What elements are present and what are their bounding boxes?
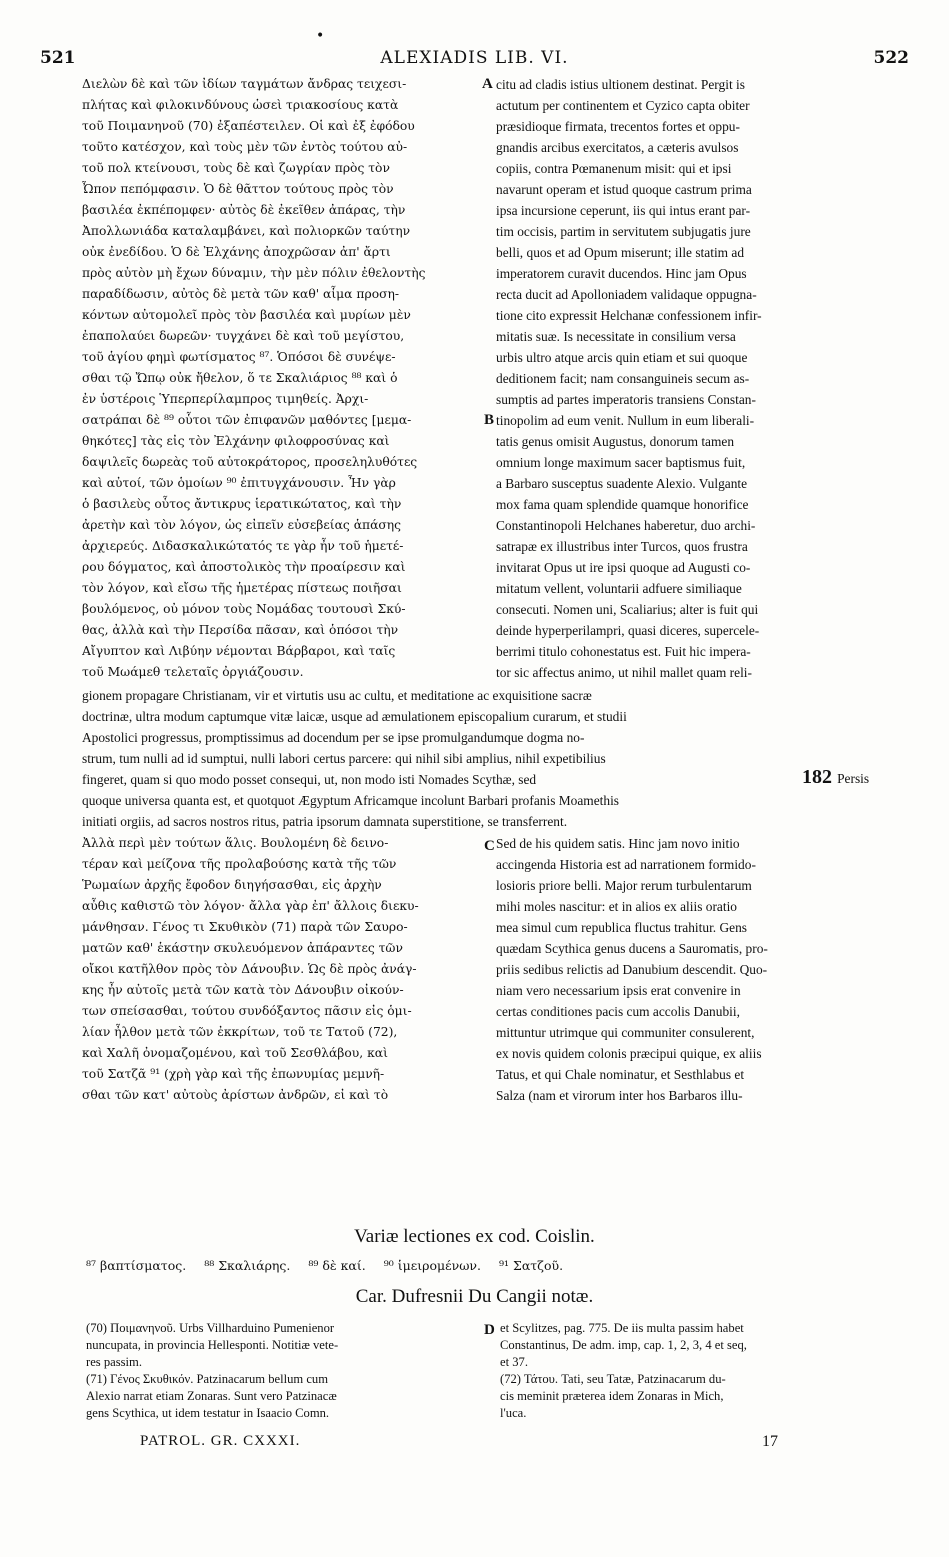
latin-text-line: mox fama quam splendide quamque honorifice [496, 497, 749, 512]
greek-text-line: Ῥωμαίων ἀρχῆς ἔφοδον διηγήσασθαι, εἰς ἀρχὴν [82, 878, 382, 892]
latin-text-line: doctrinæ, ultra modum captumque vitæ laicæ, usque ad æmulationem episcopalium curarum, et studii [82, 709, 627, 724]
latin-text-line: Sed de his quidem satis. Hinc jam novo initio [496, 836, 740, 851]
latin-text-line: quoque universa quanta est, et quotquot Ægyptum Africamque incolunt Barbari profanis Moamethis [82, 793, 619, 808]
latin-text-line: deditionem facit; nam consanguineis secum as- [496, 371, 750, 386]
latin-text-line: Tatus, et qui Chale nominatur, et Sesthlabus et [496, 1067, 745, 1082]
greek-text-line: ματῶν καθ' ἑκάστην σκυλευόμενον ἀπάραντες τῶν [82, 941, 403, 955]
note-line: l'uca. [500, 1406, 527, 1420]
greek-text-line: ἐν ὑστέροις Ὑπερπερίλαμπρος τιμηθείς. Ἀρχι- [82, 392, 369, 406]
greek-text-line: παραδίδωσιν, αὐτὸς δὲ μετὰ τῶν καθ' αἷμα προση- [82, 287, 400, 301]
latin-text-line: gnandis arcibus exercitatos, a cæteris avulsos [496, 140, 739, 155]
greek-text-line: μάνθησαν. Γένος τι Σκυθικὸν (71) παρὰ τῶν Σαυρο- [82, 920, 408, 934]
latin-text-line: Salza (nam et virorum inter hos Barbaros illu- [496, 1088, 743, 1103]
latin-text-line: niam vero necessarium ipsis erat convenire in [496, 983, 741, 998]
greek-text-line: κόντων αὐτομολεῖ πρὸς τὸν βασιλέα καὶ μυρίων μὲν [82, 308, 411, 322]
latin-text-line: navarunt operam et istud quoque castrum prima [496, 182, 752, 197]
latin-text-line: mea simul cum republica fluctus trahitur. Gens [496, 920, 748, 935]
note-line: et 37. [500, 1355, 528, 1369]
greek-text-line: ὁ βασιλεὺς οὗτος ἄντικρυς ἱερατικώτατος, καὶ τὴν [82, 497, 402, 511]
greek-text-line: οἴκοι κατῆλθον πρὸς τὸν Δάνουβιν. Ὡς δὲ πρὸς ἀνάγ- [82, 962, 417, 976]
greek-text-line: Διελὼν δὲ καὶ τῶν ἰδίων ταγμάτων ἄνδρας τειχεσι- [82, 77, 407, 91]
notes-left-column [86, 1320, 478, 1424]
variant-reading: ⁸⁷ βαπτίσματος. [86, 1258, 187, 1273]
note-line: nuncupata, in provincia Hellesponti. Notitiæ vete- [86, 1338, 339, 1352]
greek-text-line: των σπείσασθαι, τούτου συνδόξαντος πᾶσιν εἰς ὁμι- [82, 1004, 412, 1018]
note-line: (70) Ποιμανηνοῦ. Urbs Villharduino Pumenienor [86, 1321, 335, 1335]
latin-text-line: mittuntur utrimque qui communiter consulerent, [496, 1025, 755, 1040]
latin-text-line: sumptis ad partes imperatoris transiens Constan- [496, 392, 756, 407]
note-line: gens Scythica, ut idem testatur in Isaacio Comn. [86, 1406, 330, 1420]
greek-text-line: Ὦπον πεπόμφασιν. Ὁ δὲ θᾶττον τούτους πρὸς τὸν [82, 182, 394, 196]
greek-text-line: καὶ Χαλῆ ὀνομαζομένου, καὶ τοῦ Σεσθλάβου, καὶ [82, 1046, 388, 1060]
greek-text-line: τοῦ πολ κτείνουσι, τοὺς δὲ καὶ ζωγρίαν πρὸς τὸν [82, 161, 390, 175]
latin-text-line: losioris priore belli. Major rerum turbulentarum [496, 878, 752, 893]
latin-column-bottom [496, 833, 908, 1109]
greek-text-line: ἀρχιερεύς. Διδασκαλικώτατός τε γὰρ ἦν τοῦ ἡμετέ- [82, 539, 404, 553]
greek-text-line: σθαι τῷ Ὤπῳ οὐκ ἤθελον, ὅ τε Σκαλιάριος ⁸⁸ καὶ ὁ [82, 371, 398, 385]
latin-text-line: mitatum vellent, voluntarii adfuere similiaque [496, 581, 742, 596]
latin-text-line: berrimi titulo cohonestatus est. Fuit hic impera- [496, 644, 751, 659]
page-number-left: 521 [40, 48, 76, 68]
latin-text-line: tor sic affectus animo, ut nihil mallet quam reli- [496, 665, 752, 680]
note-line: (71) Γένος Σκυθικόν. Patzinacarum bellum cum [86, 1372, 329, 1386]
latin-text-line: copiis, contra Pœmanenum misit: qui et ipsi [496, 161, 732, 176]
greek-text-line: τοῦ Μωάμεθ τελεταῖς ὀργιάζουσιν. [82, 665, 304, 679]
latin-column-top [496, 74, 908, 686]
latin-text-line: imperatorem curavit ducendos. Hinc jam Opus [496, 266, 747, 281]
latin-text-line: gionem propagare Christianam, vir et virtutis usu ac cultu, et meditatione ac exquisitione sacræ [82, 688, 592, 703]
greek-text-line: Αἴγυπτον καὶ Λιβύην νέμονται Βάρβαροι, καὶ ταῖς [82, 644, 396, 658]
greek-text-line: θας, ἀλλὰ καὶ τὴν Περσίδα πᾶσαν, καὶ ὁπόσοι τὴν [82, 623, 399, 637]
section-marker-d: D [484, 1322, 495, 1338]
section-marker-a: A [482, 76, 493, 92]
latin-text-line: certas conditiones pacis cum accolis Danubii, [496, 1004, 740, 1019]
section-marker-c: C [484, 838, 495, 854]
latin-text-line: Apostolici progressus, promptissimus ad docendum per se ipse promulgandumque dogma no- [82, 730, 585, 745]
greek-text-line: τέραν καὶ μείζονα τῆς προλαβούσης κατὰ τῆς τῶν [82, 857, 397, 871]
footer-signature: 17 [762, 1433, 778, 1450]
greek-text-line: πρὸς αὐτὸν μὴ ἔχων δύναμιν, τὴν μὲν πόλιν ἐθελοντὴς [82, 266, 426, 280]
latin-text-line: quædam Scythica genus ducens a Sauromatis, pro- [496, 941, 768, 956]
latin-text-line: præsidioque firmata, trecentos fortes et oppu- [496, 119, 740, 134]
greek-text-line: τοῦ Σατζᾶ ⁹¹ (χρὴ γὰρ καὶ τῆς ἐπωνυμίας μεμνῆ- [82, 1067, 385, 1081]
note-line: Alexio narrat etiam Zonaras. Sunt vero Patzinacæ [86, 1389, 337, 1403]
note-line: et Scylitzes, pag. 775. De iis multa passim habet [500, 1321, 744, 1335]
latin-text-line: tione cito expressit Helchanæ confessionem infir- [496, 308, 762, 323]
greek-text-line: τὸν λόγον, καὶ εἴσω τῆς ἡμετέρας πίστεως ποιῆσαι [82, 581, 402, 595]
greek-text-line: Ἀπολλωνιάδα καταλαμβάνει, καὶ πολιορκῶν ταύτην [82, 224, 411, 238]
latin-text-line: ex novis quidem colonis præcipui quique, ex aliis [496, 1046, 762, 1061]
latin-text-line: belli, quos et ad Opum miserunt; ille statim ad [496, 245, 745, 260]
ink-dot: • [316, 28, 325, 44]
greek-text-line: σθαι τῶν κατ' αὐτοὺς ἀρίστων ἀνδρῶν, εἰ καὶ τὸ [82, 1088, 389, 1102]
variant-reading: ⁸⁹ δὲ καί. [308, 1258, 366, 1273]
note-line: cis meminit præterea idem Zonaras in Mich, [500, 1389, 724, 1403]
notes-title: Car. Dufresnii Du Cangii notæ. [355, 1286, 594, 1307]
greek-text-line: σατράπαι δὲ ⁸⁹ οὗτοι τῶν ἐπιφανῶν μαθόντες [μεμα- [82, 413, 412, 427]
greek-text-line: τοῦτο κατέσχον, καὶ τοὺς μὲν τῶν ἐντὸς τούτου αὐ- [82, 140, 408, 154]
greek-text-line: αὖθις καθιστῶ τὸν λόγον· ἄλλα γὰρ ἐπ' ἄλλοις διεκυ- [82, 899, 419, 913]
latin-text-line: mitatis suæ. Is necessitate in consilium versa [496, 329, 736, 344]
latin-text-line: tim occisis, partim in servitutem subjugatis jure [496, 224, 751, 239]
latin-text-line: omnium longe maximum sacer baptismus fuit, [496, 455, 746, 470]
variant-reading: ⁹¹ Σατζοῦ. [498, 1258, 564, 1273]
greek-text-line: ρου δόγματος, καὶ ἀποστολικὸς τὴν προαίρεσιν καὶ [82, 560, 406, 574]
greek-text-line: κης ἦν αὐτοῖς μετὰ τῶν κατὰ τὸν Δάνουβιν οἰκούν- [82, 983, 404, 997]
greek-column-top [82, 74, 490, 686]
margin-column-number [802, 766, 869, 789]
greek-text-line: ἐπαπολαύει δωρεῶν· τυγχάνει δὲ καὶ τοῦ μεγίστου, [82, 329, 405, 343]
variants-title: Variæ lectiones ex cod. Coislin. [354, 1226, 595, 1247]
variant-readings [86, 1258, 581, 1273]
latin-text-line: accingenda Historia est ad narrationem formido- [496, 857, 756, 872]
latin-text-line: satrapæ ex illustribus inter Turcos, quos frustra [496, 539, 748, 554]
latin-text-line: deinde hyperperilampri, quasi diceres, supercele- [496, 623, 760, 638]
greek-text-line: τοῦ Ποιμανηνοῦ (70) ἐξαπέστειλεν. Οἱ καὶ ἐξ ἐφόδου [82, 119, 415, 133]
greek-text-line: οὐκ ἐνεδίδου. Ὁ δὲ Ἐλχάνης ἀποχρῶσαν ἀπ' ἄρτι [82, 245, 391, 259]
page-number-right: 522 [873, 48, 909, 68]
latin-text-line: fingeret, quam si quo modo posset consequi, ut, non modo isti Nomades Scythæ, sed [82, 772, 537, 787]
latin-text-line: tatis genus omisit Augustus, donorum tamen [496, 434, 735, 449]
greek-text-line: δαψιλεῖς δωρεὰς τοῦ αὐτοκράτορος, προσεληλυθότες [82, 455, 418, 469]
notes-right-column [500, 1320, 908, 1424]
latin-text-line: ipsa incursione ceperunt, iis qui intus erant par- [496, 203, 751, 218]
latin-text-line: urbis ultro atque arcis quin etiam et sui quoque [496, 350, 748, 365]
greek-column-bottom [82, 833, 490, 1109]
latin-text-line: priis sedibus relictis ad Danubium descendit. Quo- [496, 962, 768, 977]
greek-text-line: τοῦ ἁγίου φημὶ φωτίσματος ⁸⁷. Ὁπόσοι δὲ συνέψε- [82, 350, 396, 364]
latin-full-width [82, 685, 908, 833]
margin-word: Persis [837, 771, 870, 786]
greek-text-line: βασιλέα ἐκπέπομφεν· αὐτὸς δὲ ἐκεῖθεν ἀπάρας, τὴν [82, 203, 406, 217]
greek-text-line: πλήτας καὶ φιλοκινδύνους ὡσεὶ τριακοσίους κατὰ [82, 98, 399, 112]
latin-text-line: actutum per continentem et Cyzico capta obiter [496, 98, 750, 113]
greek-text-line: Ἀλλὰ περὶ μὲν τούτων ἅλις. Βουλομένη δὲ δεινο- [82, 836, 389, 850]
latin-text-line: tinopolim ad eum venit. Nullum in eum liberali- [496, 413, 755, 428]
latin-text-line: initiati orgiis, ad sacros nostros ritus, patria ipsorum damnata superstitione, se transferrent. [82, 814, 568, 829]
note-line: res passim. [86, 1355, 142, 1369]
greek-text-line: ἀρετὴν καὶ τὸν λόγον, ὡς εἰπεῖν εὐσεβείας ἁπάσης [82, 518, 402, 532]
column-number: 182 [802, 766, 832, 788]
latin-text-line: invitarat Opus ut ire ipsi quoque ad Augusti co- [496, 560, 751, 575]
latin-text-line: recta ducit ad Apolloniadem validaque oppugna- [496, 287, 757, 302]
latin-text-line: a Barbaro susceptus suadente Alexio. Vulgante [496, 476, 748, 491]
greek-text-line: θηκότες] τὰς εἰς τὸν Ἐλχάνην φιλοφροσύνας καὶ [82, 434, 390, 448]
page-header [40, 48, 909, 72]
latin-text-line: citu ad cladis istius ultionem destinat. Pergit is [496, 77, 745, 92]
note-line: Constantinus, De adm. imp, cap. 1, 2, 3, 4 et seq, [500, 1338, 747, 1352]
latin-text-line: mihi moles nascitur: et in alios ex aliis oratio [496, 899, 737, 914]
section-marker-b: B [484, 412, 495, 428]
greek-text-line: βουλόμενος, οὐ μόνον τοὺς Νομάδας τουτουσὶ Σκύ- [82, 602, 406, 616]
running-title: ALEXIADIS LIB. VI. [380, 48, 569, 68]
variant-reading: ⁹⁰ ἱμειρομένων. [383, 1258, 481, 1273]
latin-text-line: consecuti. Nomen uni, Scaliarius; alter is fuit qui [496, 602, 759, 617]
note-line: (72) Τάτου. Tati, seu Tatæ, Patzinacarum du- [500, 1372, 726, 1386]
latin-text-line: strum, tum nulli ad id sumptui, nulli labori certus parcere: qui nihil sibi amplius, nihil expetibilius [82, 751, 606, 766]
greek-text-line: καὶ αὐτοί, τῶν ὁμοίων ⁹⁰ ἐπιτυγχάνουσιν. Ἦν γὰρ [82, 476, 396, 490]
greek-text-line: λίαν ἦλθον μετὰ τῶν ἐκκρίτων, τοῦ τε Τατοῦ (72), [82, 1025, 398, 1039]
latin-text-line: Constantinopoli Helchanes haberetur, duo archi- [496, 518, 756, 533]
variant-reading: ⁸⁸ Σκαλιάρης. [204, 1258, 291, 1273]
footer-patrologia: PATROL. GR. CXXXI. [140, 1433, 301, 1449]
